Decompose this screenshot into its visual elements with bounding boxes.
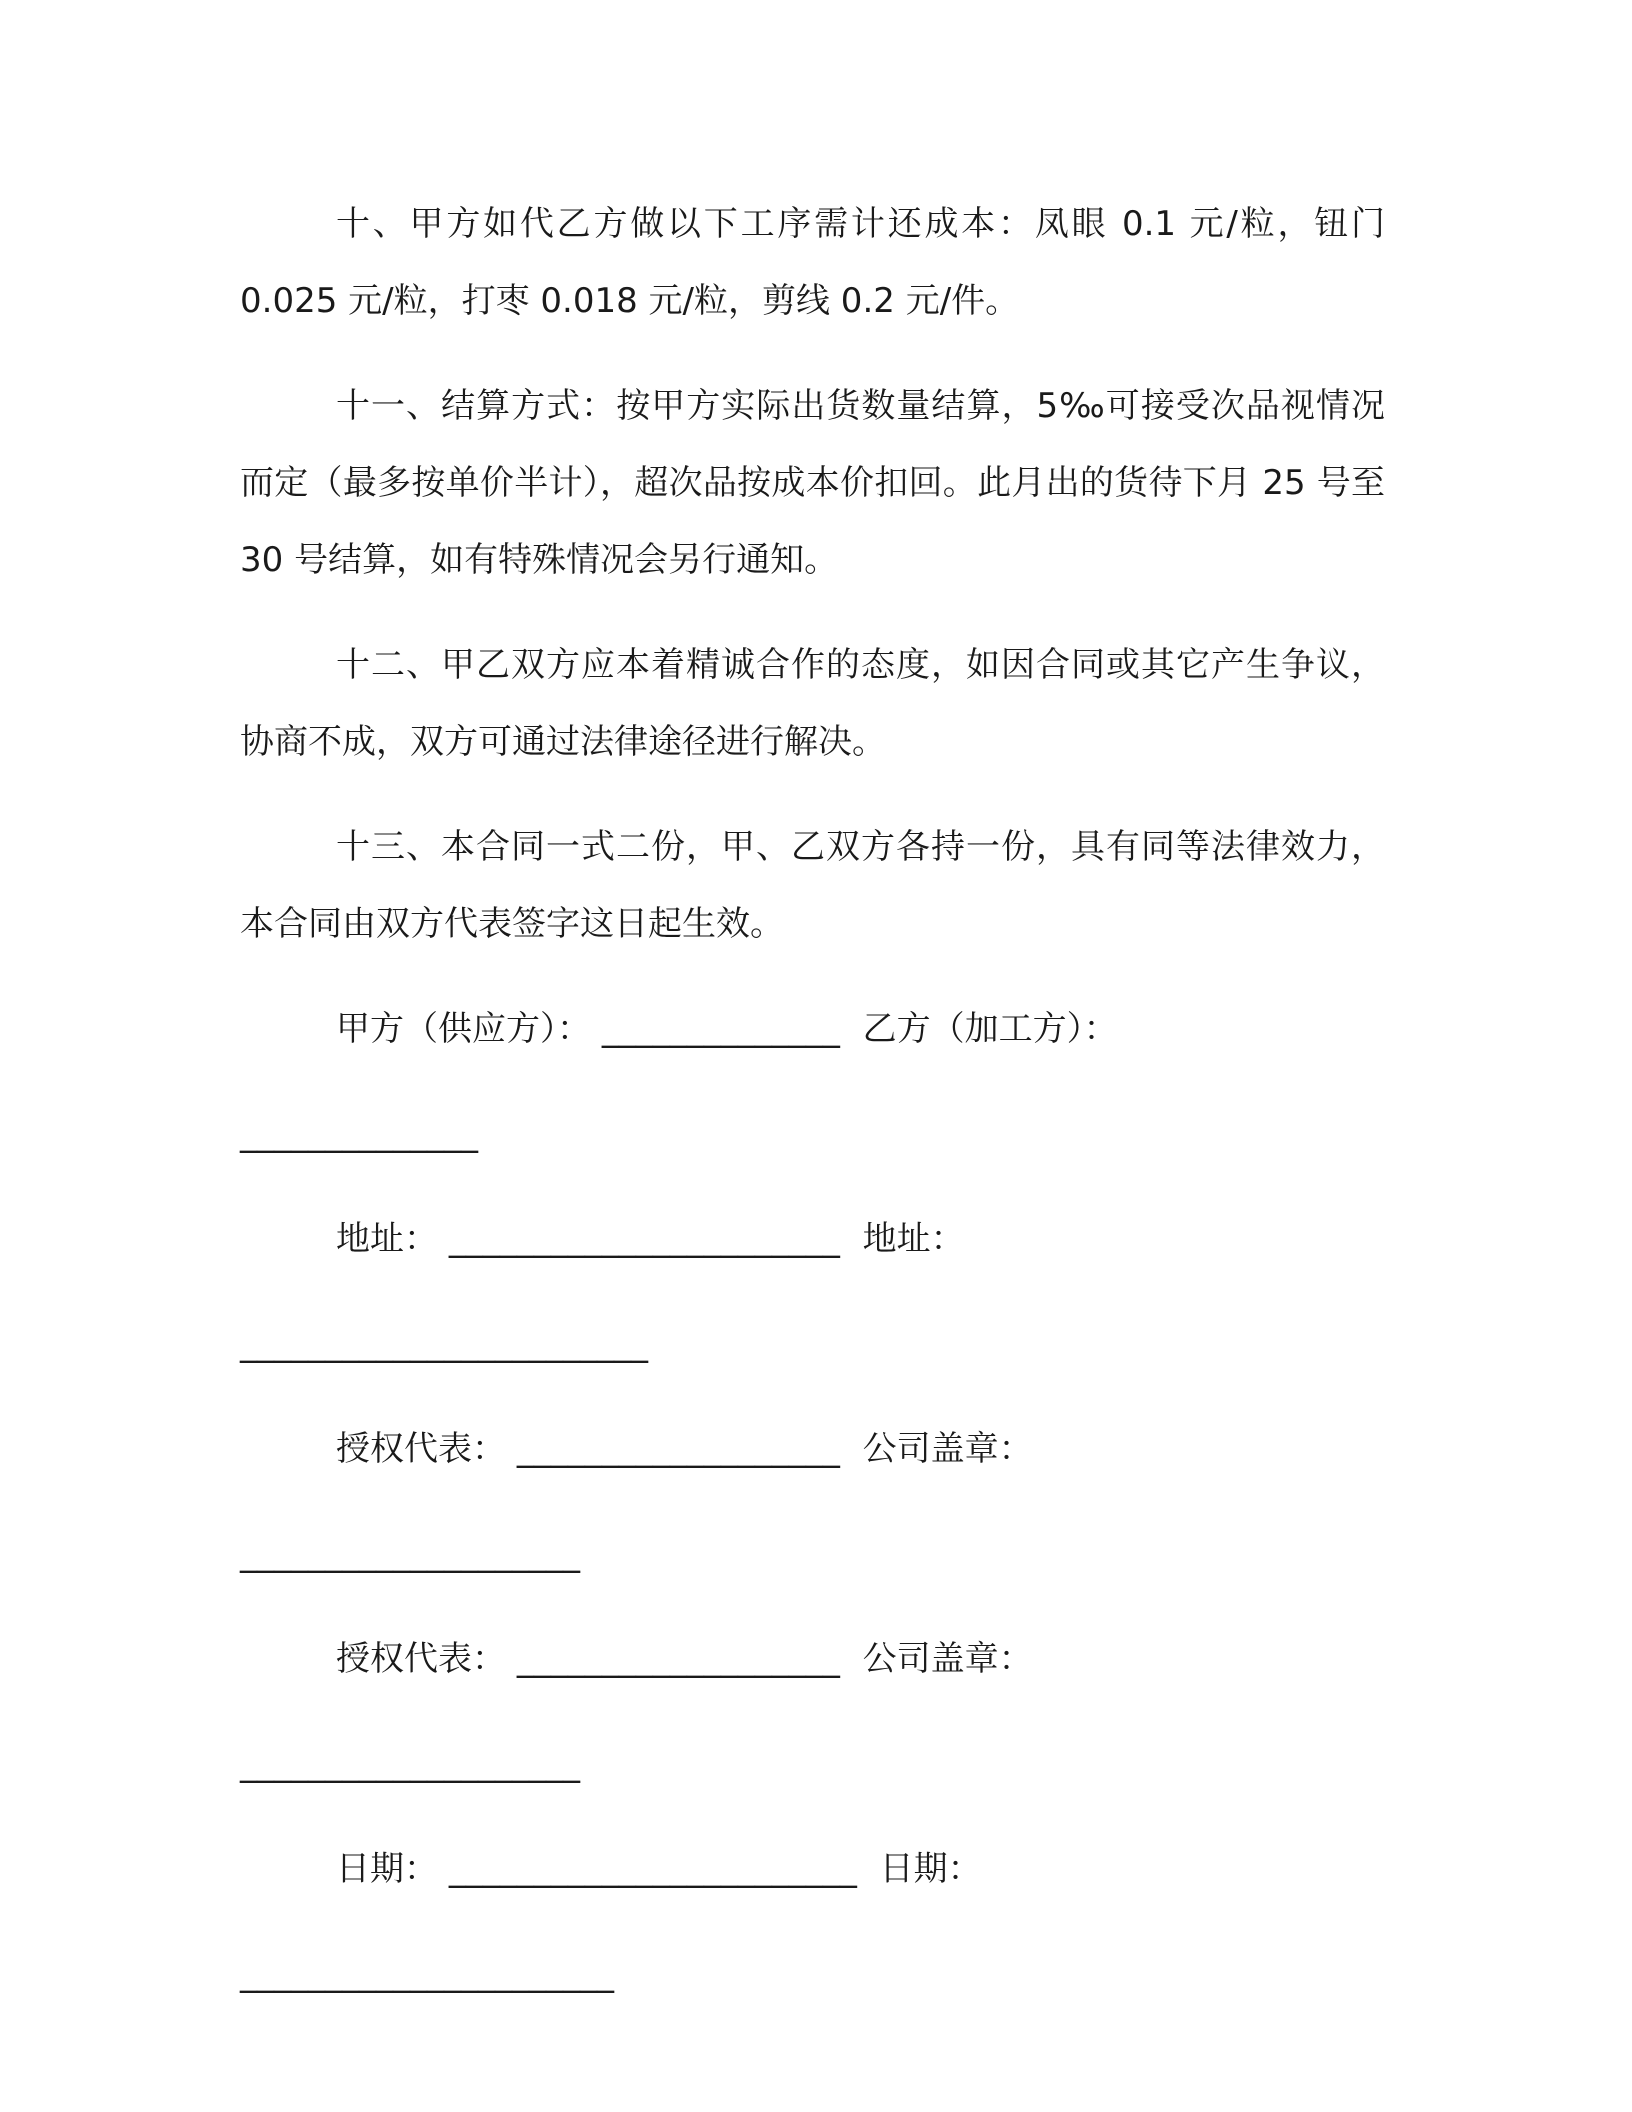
date-b-label: 日期：	[879, 1849, 982, 1889]
signature-row-date	[240, 1831, 1385, 2013]
representative-b-blank: ___________________	[516, 1639, 840, 1679]
address-a-blank: _______________________	[448, 1219, 840, 1259]
party-b-blank: ______________	[240, 1114, 478, 1154]
address-b-blank: ________________________	[240, 1324, 648, 1364]
signature-row-representative-1	[240, 1411, 1385, 1593]
address-b-label: 地址：	[862, 1219, 965, 1259]
party-a-blank: ______________	[601, 1009, 840, 1049]
signature-row-party	[240, 991, 1385, 1173]
contract-body	[240, 186, 1385, 2041]
date-a-label: 日期：	[336, 1849, 438, 1889]
company-seal-blank-2: ____________________	[240, 1744, 580, 1784]
clause-11: 十一、结算方式：按甲方实际出货数量结算，5‰可接受次品视情况而定（最多按单价半计），超次品按成本价扣回。此月出的货待下月 25 号至 30 号结算，如有特殊情况会另行通知。	[240, 386, 1385, 580]
signature-row-representative-2	[240, 1621, 1385, 1803]
address-a-label: 地址：	[336, 1219, 438, 1259]
clause-12: 十二、甲乙双方应本着精诚合作的态度，如因合同或其它产生争议，协商不成，双方可通过法律途径进行解决。	[240, 645, 1385, 762]
date-a-blank: ________________________	[448, 1849, 857, 1889]
party-a-label: 甲方（供应方）：	[336, 1009, 591, 1049]
representative-a-label: 授权代表：	[336, 1429, 506, 1469]
clause-13: 十三、本合同一式二份，甲、乙双方各持一份，具有同等法律效力，本合同由双方代表签字这日起生效。	[240, 827, 1385, 944]
company-seal-label: 公司盖章：	[862, 1429, 1033, 1469]
representative-b-label: 授权代表：	[336, 1639, 506, 1679]
signature-row-address	[240, 1201, 1385, 1383]
clause-10: 十、甲方如代乙方做以下工序需计还成本：凤眼 0.1 元/粒，钮门 0.025 元/粒，打枣 0.018 元/粒，剪线 0.2 元/件。	[240, 204, 1385, 321]
party-b-label: 乙方（加工方）：	[862, 1009, 1118, 1049]
date-b-blank: ______________________	[240, 1954, 614, 1994]
company-seal-blank: ____________________	[240, 1534, 580, 1574]
representative-a-blank: ___________________	[516, 1429, 840, 1469]
signature-block	[240, 991, 1385, 2013]
company-seal-label-2: 公司盖章：	[862, 1639, 1033, 1679]
